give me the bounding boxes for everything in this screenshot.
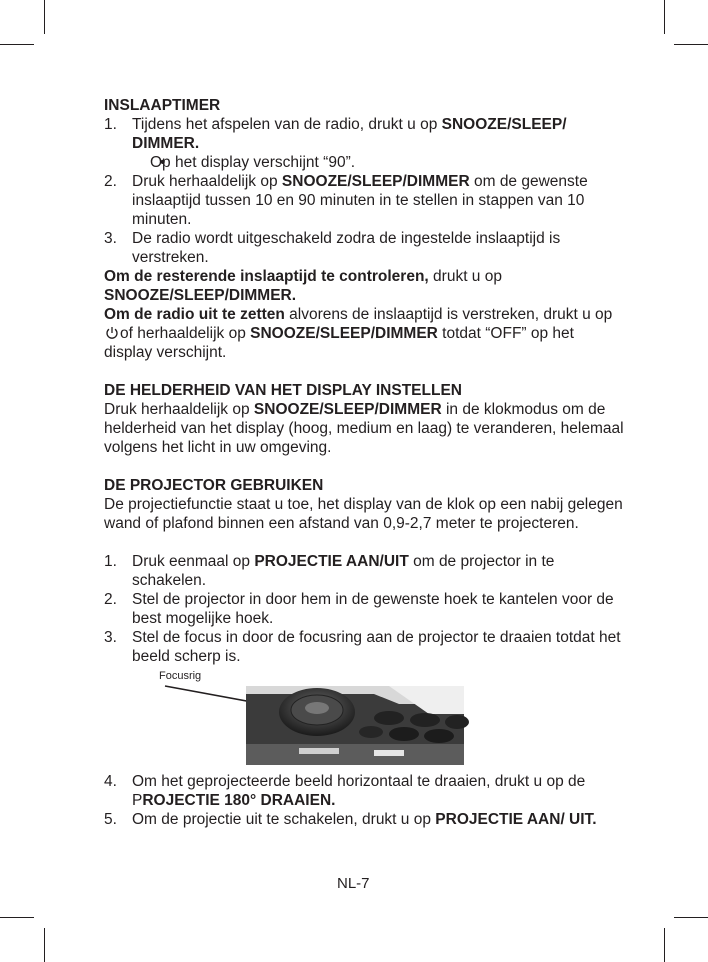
crop-mark [0, 44, 34, 45]
device-button [424, 729, 454, 743]
power-icon [105, 326, 119, 340]
list-item: 3. De radio wordt uitgeschakeld zodra de ingestelde inslaaptijd is verstreken. [104, 230, 561, 266]
turn-off-paragraph: Om de radio uit te zetten alvorens de inslaaptijd is verstreken, drukt u opof herhaaldelijk op SNOOZE/SLEEP/DIMMER totdat “OFF” op het display verschijnt. [104, 306, 613, 361]
device-button [374, 711, 404, 725]
crop-mark [664, 928, 665, 962]
projector-intro: De projectiefunctie staat u toe, het display van de klok op een nabij gelegen wand of plafond binnen een afstand van 0,9-2,7 meter te projecteren. [104, 496, 623, 532]
check-remaining-paragraph: Om de resterende inslaaptijd te controleren, drukt u op SNOOZE/SLEEP/DIMMER. [104, 268, 502, 304]
brightness-paragraph: Druk herhaaldelijk op SNOOZE/SLEEP/DIMMER in de klokmodus om de helderheid van het display (hoog, medium en laag) te veranderen, helemaal volgens het licht in uw omgeving. [104, 401, 624, 456]
figure-label: Focusrig [159, 670, 202, 682]
projector-steps-continued [104, 772, 624, 829]
list-item: 2. Druk herhaaldelijk op SNOOZE/SLEEP/DIMMER om de gewenste inslaaptijd tussen 10 en 90 minuten in te stellen in stappen van 10 minuten. [104, 173, 588, 228]
sleep-timer-steps [104, 115, 624, 267]
list-item: 2. Stel de projector in door hem in de gewenste hoek te kantelen voor de best mogelijke hoek. [104, 591, 614, 627]
crop-mark [44, 0, 45, 34]
device-button [445, 715, 469, 729]
page-number: NL-7 [337, 875, 370, 892]
front-strip [299, 748, 339, 754]
crop-mark [674, 917, 708, 918]
projector-steps [104, 552, 624, 666]
section-title-brightness: DE HELDERHEID VAN HET DISPLAY INSTELLEN [104, 382, 462, 399]
crop-mark [44, 928, 45, 962]
projector-illustration [159, 674, 469, 766]
list-item: 5. Om de projectie uit te schakelen, drukt u op PROJECTIE AAN/ UIT. [104, 811, 597, 828]
list-item: 1. Tijdens het afspelen van de radio, drukt u op SNOOZE/SLEEP/ DIMMER. • Op het display verschijnt “90”. [104, 115, 624, 172]
list-item: 1. Druk eenmaal op PROJECTIE AAN/UIT om de projector in te schakelen. [104, 553, 555, 589]
list-item: 3. Stel de focus in door de focusring aan de projector te draaien totdat het beeld scherp is. [104, 629, 621, 665]
focus-ring-figure [104, 670, 624, 764]
crop-mark [0, 917, 34, 918]
front-strip [374, 750, 404, 756]
crop-mark [664, 0, 665, 34]
device-button [359, 726, 383, 738]
lens [305, 702, 329, 714]
page-content [104, 96, 624, 829]
section-title-sleep-timer: INSLAAPTIMER [104, 97, 221, 114]
device-button [410, 713, 440, 727]
section-title-projector: DE PROJECTOR GEBRUIKEN [104, 477, 324, 494]
device-front [246, 744, 464, 765]
bullet-item: • Op het display verschijnt “90”. [132, 153, 624, 172]
list-item: 4. Om het geprojecteerde beeld horizontaal te draaien, drukt u op de PROJECTIE 180° DRAAIEN. [104, 773, 586, 809]
crop-mark [674, 44, 708, 45]
device-button [389, 727, 419, 741]
